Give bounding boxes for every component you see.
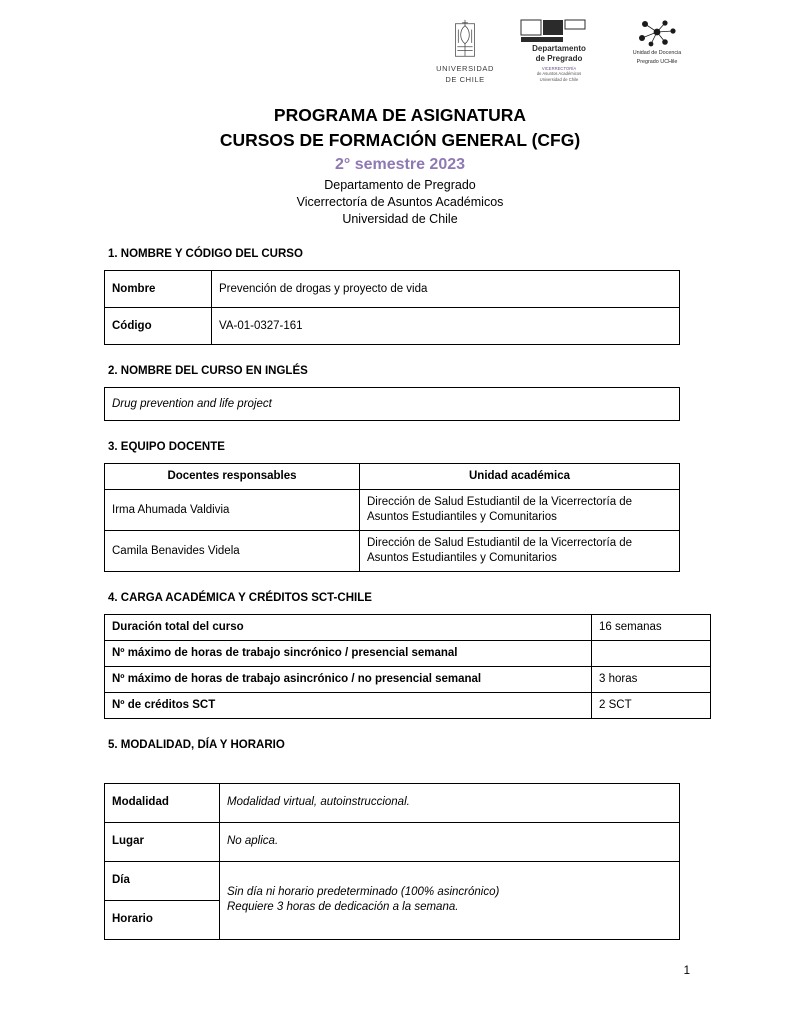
table-row — [105, 531, 680, 572]
title-line-2: CURSOS DE FORMACIÓN GENERAL (CFG) — [219, 129, 581, 150]
table-row — [105, 783, 680, 822]
logo-udp-line2: Pregrado UCHile — [636, 59, 678, 66]
document-content — [0, 248, 800, 939]
lugar-label: Lugar — [105, 822, 220, 861]
english-name-table — [104, 387, 680, 421]
academic-load-table — [104, 614, 711, 719]
dia-label: Día — [105, 861, 220, 900]
pregrado-mark-icon — [520, 18, 598, 44]
table-row — [105, 490, 680, 531]
people-network-icon — [635, 18, 679, 48]
table-row — [105, 271, 680, 308]
teacher-unit: Dirección de Salud Estudiantil de la Vicerrectoría de Asuntos Estudiantiles y Comunitarios — [360, 490, 680, 531]
logo-dep-sub1: VICERRECTORÍA — [541, 65, 577, 71]
load-label: Nº máximo de horas de trabajo asincrónico / no presencial semanal — [105, 666, 592, 692]
university-crest-icon — [445, 18, 485, 62]
logo-dep-line1: Departamento — [532, 44, 586, 53]
dia-horario-value — [220, 861, 680, 939]
course-code-value: VA-01-0327-161 — [212, 308, 680, 345]
table-row — [105, 692, 711, 718]
dia-horario-line-1: Sin día ni horario predeterminado (100% asincrónico) — [227, 886, 500, 899]
logo-dep-sub2: de Asuntos Académicos — [536, 71, 582, 77]
logo-uch-line1: UNIVERSIDAD — [436, 64, 494, 73]
logo-universidad-de-chile — [436, 18, 494, 85]
horario-label: Horario — [105, 900, 220, 939]
title-sub-2: Vicerrectoría de Asuntos Académicos — [296, 194, 504, 209]
logo-unidad-docencia — [624, 18, 690, 66]
load-value: 2 SCT — [592, 692, 711, 718]
load-value — [592, 641, 711, 667]
dia-horario-line-2: Requiere 3 horas de dedicación a la semana. — [227, 901, 459, 914]
header-logos — [0, 0, 800, 85]
header-teachers: Docentes responsables — [105, 464, 360, 490]
title-line-1: PROGRAMA DE ASIGNATURA — [273, 104, 527, 125]
english-name-value: Drug prevention and life project — [105, 388, 680, 421]
lugar-value: No aplica. — [220, 822, 680, 861]
teaching-team-table — [104, 463, 680, 572]
course-name-value: Prevención de drogas y proyecto de vida — [212, 271, 680, 308]
course-code-label: Código — [105, 308, 212, 345]
load-value: 16 semanas — [592, 615, 711, 641]
title-sub-1: Departamento de Pregrado — [324, 177, 476, 192]
table-row — [105, 666, 711, 692]
teacher-unit: Dirección de Salud Estudiantil de la Vicerrectoría de Asuntos Estudiantiles y Comunitarios — [360, 531, 680, 572]
teacher-name: Camila Benavides Videla — [105, 531, 360, 572]
course-name-label: Nombre — [105, 271, 212, 308]
table-row — [105, 615, 711, 641]
title-semester: 2° semestre 2023 — [334, 156, 466, 174]
document-title-block — [0, 103, 800, 229]
table-row — [105, 822, 680, 861]
title-sub-3: Universidad de Chile — [342, 212, 458, 227]
load-label: Duración total del curso — [105, 615, 592, 641]
course-name-code-table — [104, 270, 680, 345]
table-row — [105, 388, 680, 421]
section-1-heading: 1. NOMBRE Y CÓDIGO DEL CURSO — [108, 248, 303, 261]
table-row — [105, 861, 680, 900]
header-unit: Unidad académica — [360, 464, 680, 490]
load-value: 3 horas — [592, 666, 711, 692]
load-label: Nº de créditos SCT — [105, 692, 592, 718]
section-2-heading: 2. NOMBRE DEL CURSO EN INGLÉS — [108, 365, 308, 378]
logo-departamento-pregrado — [520, 18, 598, 83]
logo-udp-line1: Unidad de Docencia — [632, 50, 682, 56]
modality-table — [104, 783, 680, 940]
page-number: 1 — [683, 965, 690, 977]
section-4-heading: 4. CARGA ACADÉMICA Y CRÉDITOS SCT-CHILE — [108, 592, 372, 605]
modalidad-value: Modalidad virtual, autoinstruccional. — [220, 783, 680, 822]
logo-dep-sub3: Universidad de Chile — [539, 76, 579, 82]
teacher-name: Irma Ahumada Valdivia — [105, 490, 360, 531]
logo-uch-line2: DE CHILE — [445, 75, 485, 85]
section-5-heading: 5. MODALIDAD, DÍA Y HORARIO — [108, 738, 285, 751]
load-label: Nº máximo de horas de trabajo sincrónico / presencial semanal — [105, 641, 592, 667]
table-header-row — [105, 464, 680, 490]
table-row — [105, 641, 711, 667]
logo-dep-line2: de Pregrado — [535, 53, 583, 63]
table-row — [105, 308, 680, 345]
section-3-heading: 3. EQUIPO DOCENTE — [108, 441, 225, 454]
modalidad-label: Modalidad — [105, 783, 220, 822]
